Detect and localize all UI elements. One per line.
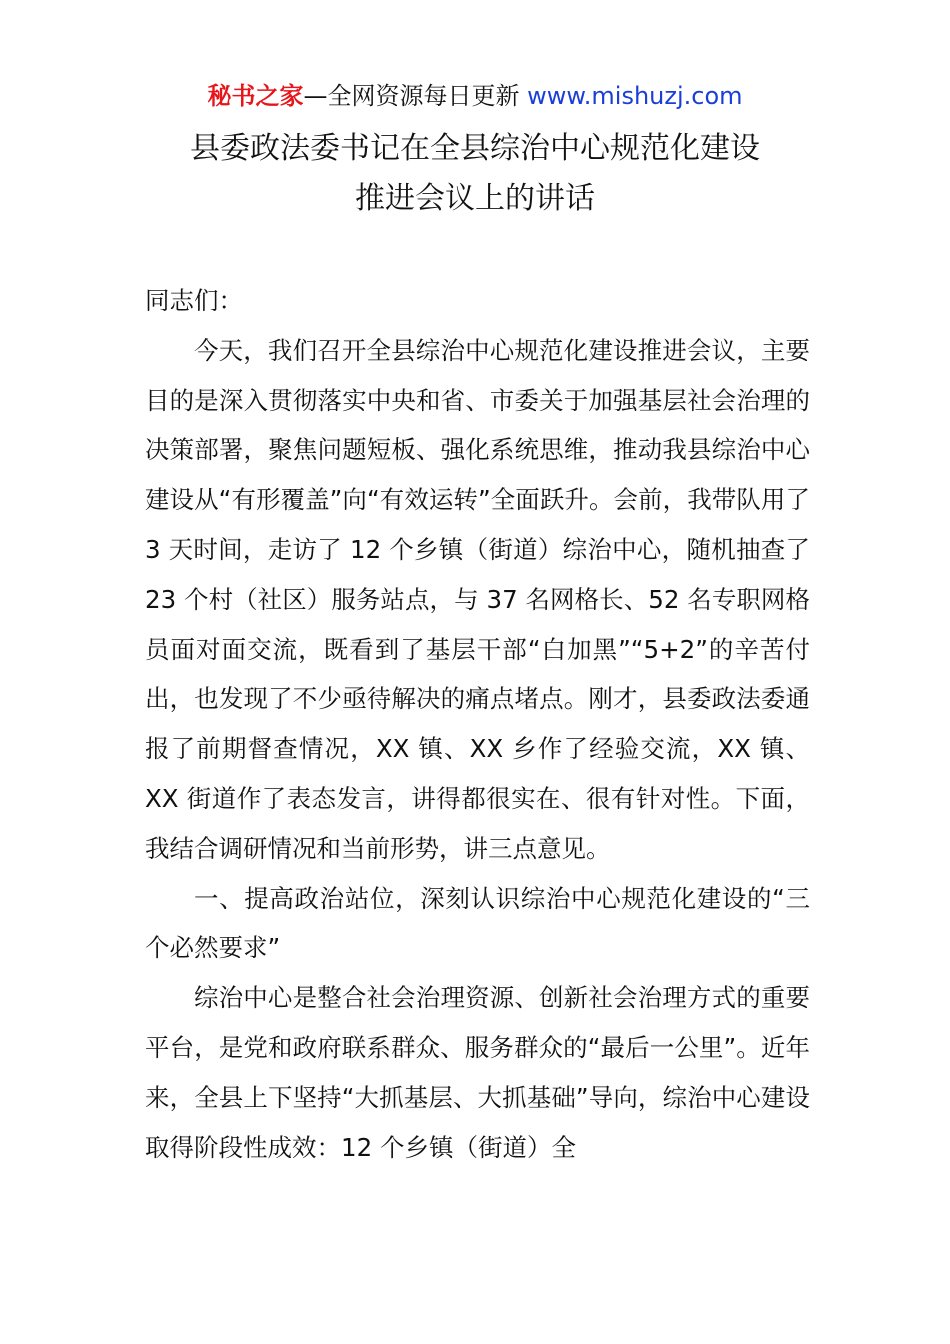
header-tagline: —全网资源每日更新 xyxy=(303,82,528,110)
site-header xyxy=(0,80,950,112)
brand-name: 秘书之家 xyxy=(207,82,304,110)
title-line-2: 推进会议上的讲话 xyxy=(355,181,595,216)
paragraph-intro: 今天，我们召开全县综治中心规范化建设推进会议，主要目的是深入贯彻落实中央和省、市委关于加强基层社会治理的决策部署，聚焦问题短板、强化系统思维，推动我县综治中心建设从“有形覆盖”向“有效运转”全面跃升。会前，我带队用了 3 天时间，走访了 12 个乡镇（街道）综治中心，随机抽查了 23 个村（社区）服务站点，与 37 名网格长、52 名专职网格员面对面交流，既看到了基层干部“白加黑”“5+2”的辛苦付出，也发现了不少亟待解决的痛点堵点。刚才，县委政法委通报了前期督查情况，XX 镇、XX 乡作了经验交流，XX 镇、XX 街道作了表态发言，讲得都很实在、很有针对性。下面，我结合调研情况和当前形势，讲三点意见。 xyxy=(145,335,810,863)
site-url-link[interactable]: www.mishuzj.com xyxy=(527,82,743,110)
document-title xyxy=(0,124,950,224)
section-heading-1: 一、提高政治站位，深刻认识综治中心规范化建设的“三个必然要求” xyxy=(145,883,810,963)
title-line-1: 县委政法委书记在全县综治中心规范化建设 xyxy=(190,131,760,166)
document-body xyxy=(145,276,810,1172)
salutation: 同志们： xyxy=(145,286,243,315)
paragraph-section-1: 综治中心是整合社会治理资源、创新社会治理方式的重要平台，是党和政府联系群众、服务群众的“最后一公里”。近年来，全县上下坚持“大抓基层、大抓基础”导向，综治中心建设取得阶段性成效：12 个乡镇（街道）全 xyxy=(145,983,810,1162)
